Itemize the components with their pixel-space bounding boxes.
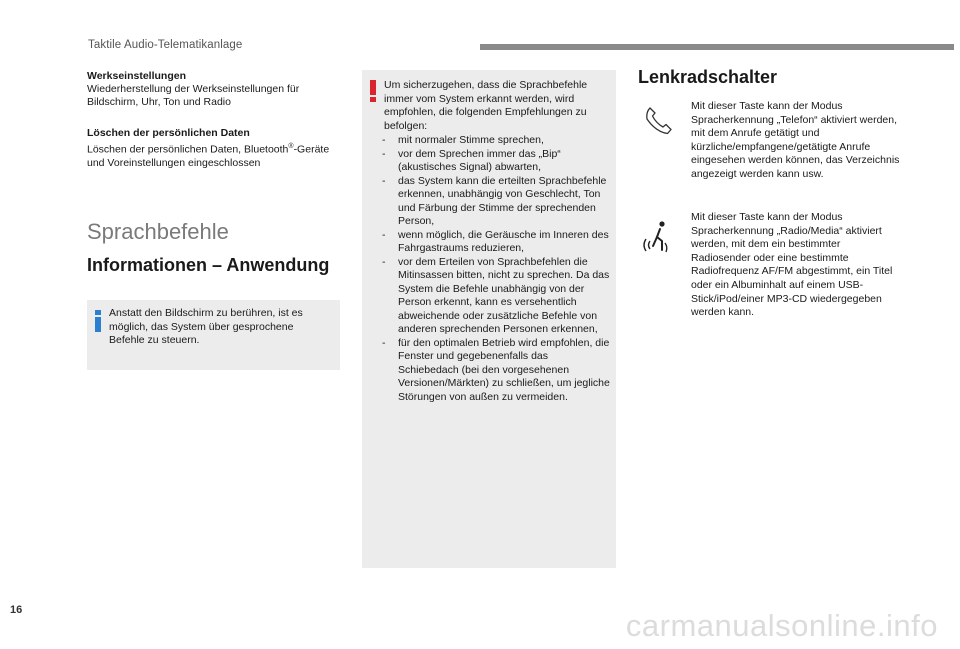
steering-controls-title: Lenkradschalter (638, 67, 778, 87)
list-item-text: vor dem Sprechen immer das „Bip“ (akustisches Signal) abwarten, (398, 147, 561, 173)
list-item-text: mit normaler Stimme sprechen, (398, 134, 544, 146)
list-item (370, 134, 610, 148)
section-title: Sprachbefehle (87, 219, 229, 244)
warning-intro: Um sicherzugehen, dass die Sprachbefehle immer vom System erkannt werden, wird empfohlen, die folgenden Empfehlungen zu befolgen: (384, 79, 588, 132)
section-subtitle: Informationen – Anwendung (87, 255, 330, 275)
delete-data-text (87, 140, 342, 170)
list-item-text: das System kann die erteilten Sprachbefehle erkennen, unabhängig von Geschlecht, Ton und Färbung der Stimme der sprechenden Person, (398, 174, 607, 227)
phone-button-text: Mit dieser Taste kann der Modus Spracherkennung „Telefon“ aktiviert werden, mit dem Anrufe getätigt und kürzliche/empfangene/getätigte Anrufe eingesehen werden können, das Verzeichnis angezeigt werden kann usw. (691, 100, 900, 180)
list-item-text: für den optimalen Betrieb wird empfohlen, die Fenster und gegebenenfalls das Schiebedach (bei den vorgesehenen Versionen/Märkten) zu schließen, um jegliche Störungen von außen zu vermeiden. (398, 336, 610, 403)
warning-icon (370, 80, 376, 102)
list-dash: - (382, 228, 386, 241)
info-box (87, 300, 340, 370)
list-item (370, 337, 610, 405)
warning-box (362, 70, 616, 568)
list-item-text: wenn möglich, die Geräusche im Inneren des Fahrgastraums reduzieren, (398, 228, 609, 254)
phone-icon (638, 102, 678, 142)
list-item (370, 229, 610, 256)
list-item (370, 256, 610, 337)
list-dash: - (382, 174, 386, 187)
delete-data-text-b: -Geräte und Voreinstellungen eingeschlossen (87, 143, 330, 170)
delete-data-block (87, 127, 342, 170)
voice-button-text: Mit dieser Taste kann der Modus Spracherkennung „Radio/Media“ aktiviert werden, mit dem ein bestimmter Radiosender oder eine bestimmte Radiofrequenz AF/FM abgestimmt, ein Titel oder ein Albuminhalt auf einem USB-Stick/iPod/einer MP3-CD wiedergegeben werden kann. (691, 211, 893, 319)
voice-command-icon (638, 219, 678, 259)
header-bar (480, 44, 954, 50)
info-text: Anstatt den Bildschirm zu berühren, ist es möglich, das System über gesprochene Befehle zu steuern. (109, 307, 303, 346)
settings-column (87, 70, 342, 188)
factory-settings-text: Wiederherstellung der Werkseinstellungen für Bildschirm, Uhr, Ton und Radio (87, 83, 300, 109)
list-dash: - (382, 147, 386, 160)
list-item (370, 175, 610, 229)
warning-list (370, 134, 610, 404)
factory-settings-block (87, 70, 342, 109)
info-icon (95, 310, 101, 332)
list-item-text: vor dem Erteilen von Sprachbefehlen die Mitinsassen bitten, nicht zu sprechen. Da das System die Befehle unabhängig von der Person erkennt, kann es versehentlich abweichende oder zusätzliche Befehle von anderen sprechenden Personen erkennen, (398, 255, 610, 335)
list-item (370, 148, 610, 175)
list-dash: - (382, 255, 386, 268)
factory-settings-title: Werkseinstellungen (87, 70, 187, 82)
registered-mark: ® (288, 143, 294, 151)
page-number: 16 (10, 604, 23, 616)
list-dash: - (382, 134, 386, 146)
delete-data-title: Löschen der persönlichen Daten (87, 127, 250, 140)
watermark: carmanualsonline.info (625, 608, 938, 643)
header-title: Taktile Audio-Telematikanlage (88, 39, 243, 51)
delete-data-text-a: Löschen der persönlichen Daten, Bluetooth (87, 143, 289, 156)
list-dash: - (382, 336, 386, 349)
